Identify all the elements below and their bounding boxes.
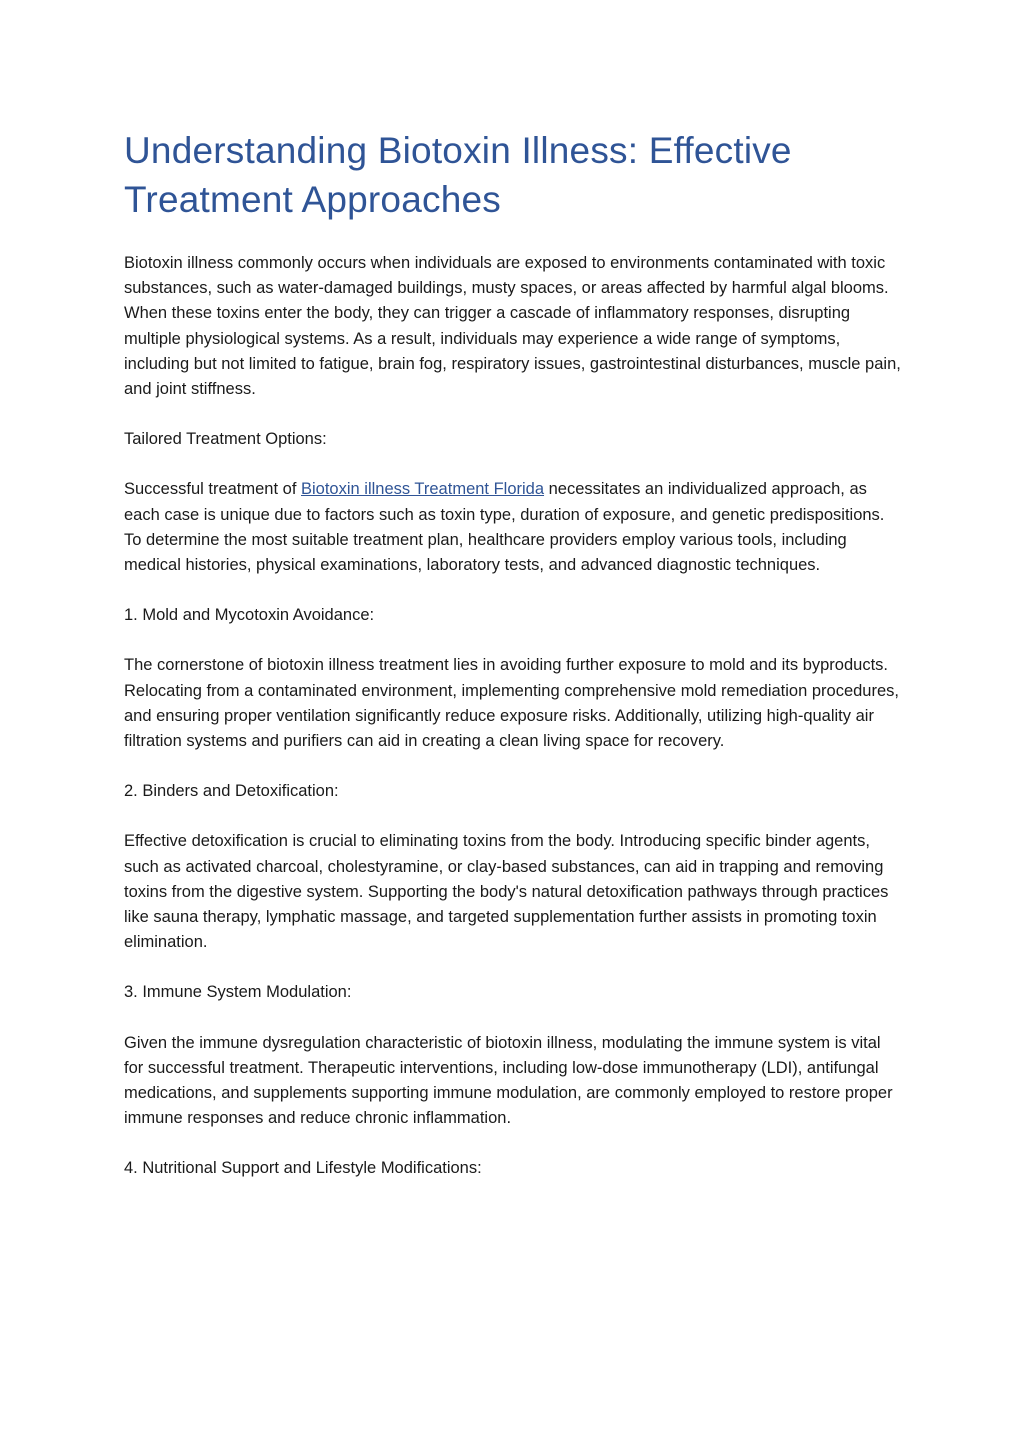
section1-heading: 1. Mold and Mycotoxin Avoidance: bbox=[124, 606, 375, 625]
document-title: Understanding Biotoxin Illness: Effective Treatment Approaches bbox=[124, 130, 792, 220]
section1-paragraph: The cornerstone of biotoxin illness treatment lies in avoiding further exposure to mold and its byproducts. Relocating from a contaminated environment, implementing comprehensive mold remediation procedures, and ensuring proper ventilation significantly reduce exposure risks. Additionally, utilizing high-quality air filtration systems and purifiers can aid in creating a clean living space for recovery. bbox=[124, 656, 899, 751]
biotoxin-treatment-link[interactable]: Biotoxin illness Treatment Florida bbox=[301, 480, 545, 499]
tailored-text-before-link: Successful treatment of bbox=[124, 480, 301, 499]
intro-paragraph: Biotoxin illness commonly occurs when individuals are exposed to environments contaminated with toxic substances, such as water-damaged buildings, musty spaces, or areas affected by harmful algal blooms. When these toxins enter the body, they can trigger a cascade of inflammatory responses, disrupting multiple physiological systems. As a result, individuals may experience a wide range of symptoms, including but not limited to fatigue, brain fog, respiratory issues, gastrointestinal disturbances, muscle pain, and joint stiffness. bbox=[124, 254, 901, 399]
tailored-heading: Tailored Treatment Options: bbox=[124, 430, 327, 449]
section2-heading: 2. Binders and Detoxification: bbox=[124, 782, 339, 801]
tailored-paragraph bbox=[124, 477, 904, 578]
section3-heading: 3. Immune System Modulation: bbox=[124, 983, 352, 1002]
section2-paragraph: Effective detoxification is crucial to eliminating toxins from the body. Introducing specific binder agents, such as activated charcoal, cholestyramine, or clay-based substances, can aid in trapping and removing toxins from the digestive system. Supporting the body's natural detoxification pathways through practices like sauna therapy, lymphatic massage, and targeted supplementation further assists in promoting toxin elimination. bbox=[124, 832, 889, 952]
document-content bbox=[124, 126, 904, 1182]
section4-heading: 4. Nutritional Support and Lifestyle Modifications: bbox=[124, 1159, 482, 1178]
section3-paragraph: Given the immune dysregulation characteristic of biotoxin illness, modulating the immune system is vital for successful treatment. Therapeutic interventions, including low-dose immunotherapy (LDI), antifungal medications, and supplements supporting immune modulation, are commonly employed to restore proper immune responses and reduce chronic inflammation. bbox=[124, 1033, 893, 1128]
tailored-text-after-link: necessitates an individualized approach, as each case is unique due to factors such as toxin type, duration of exposure, and genetic predispositions. To determine the most suitable treatment plan, healthcare providers employ various tools, including medical histories, physical examinations, laboratory tests, and advanced diagnostic techniques. bbox=[124, 480, 885, 575]
